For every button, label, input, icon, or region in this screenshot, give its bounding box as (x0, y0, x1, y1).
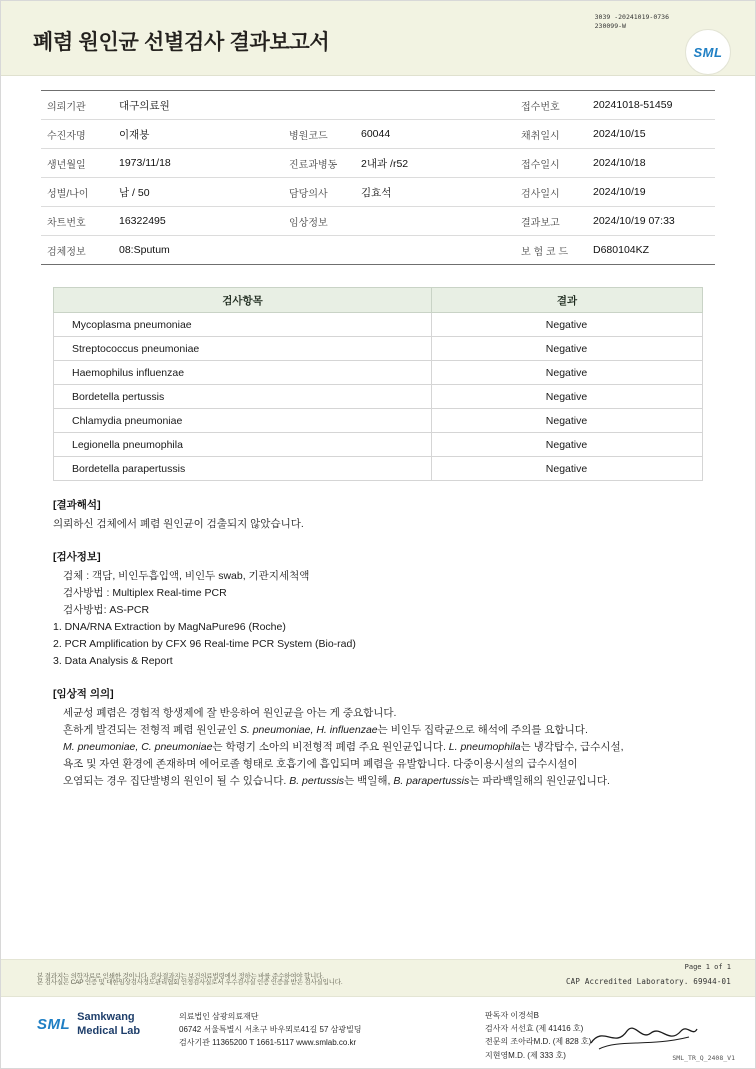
info-value: 대구의료원 (113, 91, 283, 120)
clinical-text: 는 백일해, (344, 775, 394, 787)
info-value: 20241018-51459 (587, 91, 715, 120)
info-value: 1973/11/18 (113, 149, 283, 178)
table-header-row (54, 288, 703, 313)
table-row (41, 91, 715, 120)
clinical-text: 는 파라백일해의 원인균입니다. (469, 775, 610, 787)
test-item: Bordetella parapertussis (54, 457, 432, 481)
signature-block (485, 1009, 591, 1062)
test-item: Legionella pneumophila (54, 433, 432, 457)
table-row (41, 178, 715, 207)
result-section (53, 287, 703, 481)
document-code-line1: 3039 -20241019-0736 (594, 13, 669, 21)
clinical-text: 는 학령기 소아의 비전형적 폐렴 주요 원인균입니다. (212, 741, 449, 753)
test-result: Negative (432, 433, 703, 457)
info-value: 2내과 /r52 (355, 149, 515, 178)
test-info-line: 검사방법 : Multiplex Real-time PCR (63, 587, 227, 599)
test-item: Chlamydia pneumoniae (54, 409, 432, 433)
info-value: 2024/10/19 07:33 (587, 207, 715, 236)
footer-bottom (1, 997, 755, 1068)
table-row (54, 457, 703, 481)
info-label: 성별/나이 (41, 178, 113, 207)
info-value: D680104KZ (587, 236, 715, 265)
test-result: Negative (432, 457, 703, 481)
footer-band (1, 959, 755, 997)
table-row (41, 149, 715, 178)
info-value: 16322495 (113, 207, 283, 236)
table-row (54, 313, 703, 337)
info-value: 김효석 (355, 178, 515, 207)
interpretation-title: [결과해석] (53, 499, 101, 511)
clinical-title: [임상적 의의] (53, 688, 114, 700)
test-item: Haemophilus influenzae (54, 361, 432, 385)
lab-name-line1: Samkwang (77, 1011, 135, 1023)
clinical-line: 세균성 폐렴은 경험적 항생제에 잘 반응하여 원인균을 아는 게 중요합니다. (63, 707, 397, 719)
test-info-title: [검사정보] (53, 551, 101, 563)
test-result: Negative (432, 361, 703, 385)
clinical-organism: B. pertussis (289, 775, 345, 787)
lab-address-line1: 의료법인 삼광의료재단 (179, 1012, 259, 1021)
lab-logo (37, 1011, 140, 1039)
info-label: 병원코드 (283, 120, 355, 149)
report-header (1, 1, 755, 76)
test-item: Streptococcus pneumoniae (54, 337, 432, 361)
test-item: Mycoplasma pneumoniae (54, 313, 432, 337)
info-value: 08:Sputum (113, 236, 283, 265)
cap-accreditation: CAP Accredited Laboratory. 69944-01 (565, 977, 731, 986)
table-row (41, 236, 715, 265)
interpretation-section (53, 497, 703, 533)
info-label (283, 236, 355, 265)
info-label: 진료과병동 (283, 149, 355, 178)
info-label: 채취일시 (515, 120, 587, 149)
signature-line: 지현영M.D. (제 333 호) (485, 1050, 566, 1060)
info-label: 접수일시 (515, 149, 587, 178)
info-label: 검사일시 (515, 178, 587, 207)
info-value: 2024/10/15 (587, 120, 715, 149)
test-result: Negative (432, 385, 703, 409)
lab-address-line2: 06742 서울특별시 서초구 바우뫼로41길 57 삼광빌딩 (179, 1024, 362, 1034)
page-number: Page 1 of 1 (684, 963, 731, 971)
test-info-line: 검사방법: AS-PCR (63, 604, 150, 616)
clinical-section (53, 686, 703, 790)
info-value (355, 236, 515, 265)
clinical-organism: M. pneumoniae, C. pneumoniae (63, 741, 213, 753)
table-row (41, 207, 715, 236)
sml-logo-text: SML (693, 44, 723, 60)
signature-line: 판독자 이경석B (485, 1011, 539, 1020)
info-label: 임상정보 (283, 207, 355, 236)
test-info-line: 1. DNA/RNA Extraction by MagNaPure96 (Roche) (53, 621, 286, 633)
info-label: 생년월일 (41, 149, 113, 178)
patient-info-section (41, 90, 715, 265)
patient-info-table (41, 91, 715, 265)
sml-logo (685, 29, 731, 75)
document-code (595, 13, 669, 31)
info-label: 수진자명 (41, 120, 113, 149)
info-value: 2024/10/19 (587, 178, 715, 207)
footer-disclaimer-line1: 본 결과지는 의학자료로 인쇄한 것이니다. 검사결과지는 보건의료법령에서 정하는 바를 준수하여야 합니다. (37, 973, 324, 980)
result-table (53, 287, 703, 481)
form-code: SML_TR_Q_2408_V1 (672, 1054, 735, 1062)
test-result: Negative (432, 409, 703, 433)
lab-name (77, 1011, 140, 1039)
info-value: 남 / 50 (113, 178, 283, 207)
lab-name-line2: Medical Lab (77, 1024, 141, 1037)
test-item: Bordetella pertussis (54, 385, 432, 409)
test-info-line: 3. Data Analysis & Report (53, 655, 173, 667)
info-value: 이재붕 (113, 120, 283, 149)
signature-line: 전문의 조아라M.D. (제 828 호) (485, 1037, 592, 1047)
info-label: 차트번호 (41, 207, 113, 236)
clinical-text: 는 냉각탑수, 급수시설, (520, 741, 624, 753)
info-value (355, 207, 515, 236)
footer-disclaimer-line2: 본 검사실은 CAP 인증 및 대한임상검사정도관리협회 인정검사실로서 우수검사실 인증 인증을 받은 검사실입니다. (37, 979, 343, 986)
column-header-item: 검사항목 (54, 288, 432, 313)
info-value: 2024/10/18 (587, 149, 715, 178)
clinical-organism: B. parapertussis (393, 775, 470, 787)
clinical-line (63, 722, 703, 739)
footer-disclaimer (37, 972, 497, 986)
clinical-text: 는 비인두 집락균으로 해석에 주의를 요합니다. (377, 724, 588, 736)
test-info-line: 2. PCR Amplification by CFX 96 Real-time PCR System (Bio-rad) (53, 638, 356, 650)
table-row (54, 409, 703, 433)
handwritten-signature-icon (589, 1019, 699, 1053)
document-code-line2: 230099-W (594, 21, 626, 30)
test-info-section (53, 549, 703, 670)
lab-address (179, 1011, 362, 1049)
test-result: Negative (432, 337, 703, 361)
clinical-line: 욕조 및 자연 환경에 존재하며 에어로졸 형태로 호흡기에 흡입되며 폐렴을 유발합니다. 다중이용시설의 급수시설이 (63, 758, 578, 770)
clinical-text: 오염되는 경우 집단발병의 원인이 될 수 있습니다. (63, 775, 290, 787)
table-row (54, 433, 703, 457)
info-label: 접수번호 (515, 91, 587, 120)
interpretation-line: 의뢰하신 검체에서 폐렴 원인균이 검출되지 않았습니다. (53, 518, 304, 530)
clinical-organism: S. pneumoniae, H. influenzae (239, 724, 378, 736)
test-info-line: 검체 : 객담, 비인두흡입액, 비인두 swab, 기관지세척액 (63, 570, 310, 582)
table-row (54, 337, 703, 361)
clinical-organism: L. pneumophila (448, 741, 521, 753)
page-title: 폐렴 원인균 선별검사 결과보고서 (33, 31, 330, 54)
info-label: 담당의사 (283, 178, 355, 207)
column-header-result: 결과 (432, 288, 703, 313)
lab-address-line3: 검사기관 11365200 T 1661-5117 www.smlab.co.kr (179, 1037, 357, 1047)
table-row (41, 120, 715, 149)
info-value (355, 91, 515, 120)
clinical-line (63, 773, 703, 790)
table-row (54, 361, 703, 385)
clinical-text: 흔하게 발견되는 전형적 폐렴 원인균인 (63, 724, 240, 736)
info-label: 검체정보 (41, 236, 113, 265)
info-value: 60044 (355, 120, 515, 149)
signature-line: 검사자 서선효 (제 41416 호) (485, 1024, 584, 1034)
info-label: 의뢰기관 (41, 91, 113, 120)
sml-logo-icon: SML (37, 1016, 71, 1034)
clinical-line (63, 739, 703, 756)
info-label: 결과보고 (515, 207, 587, 236)
info-label (283, 91, 355, 120)
test-result: Negative (432, 313, 703, 337)
info-label: 보 험 코 드 (515, 236, 587, 265)
table-row (54, 385, 703, 409)
